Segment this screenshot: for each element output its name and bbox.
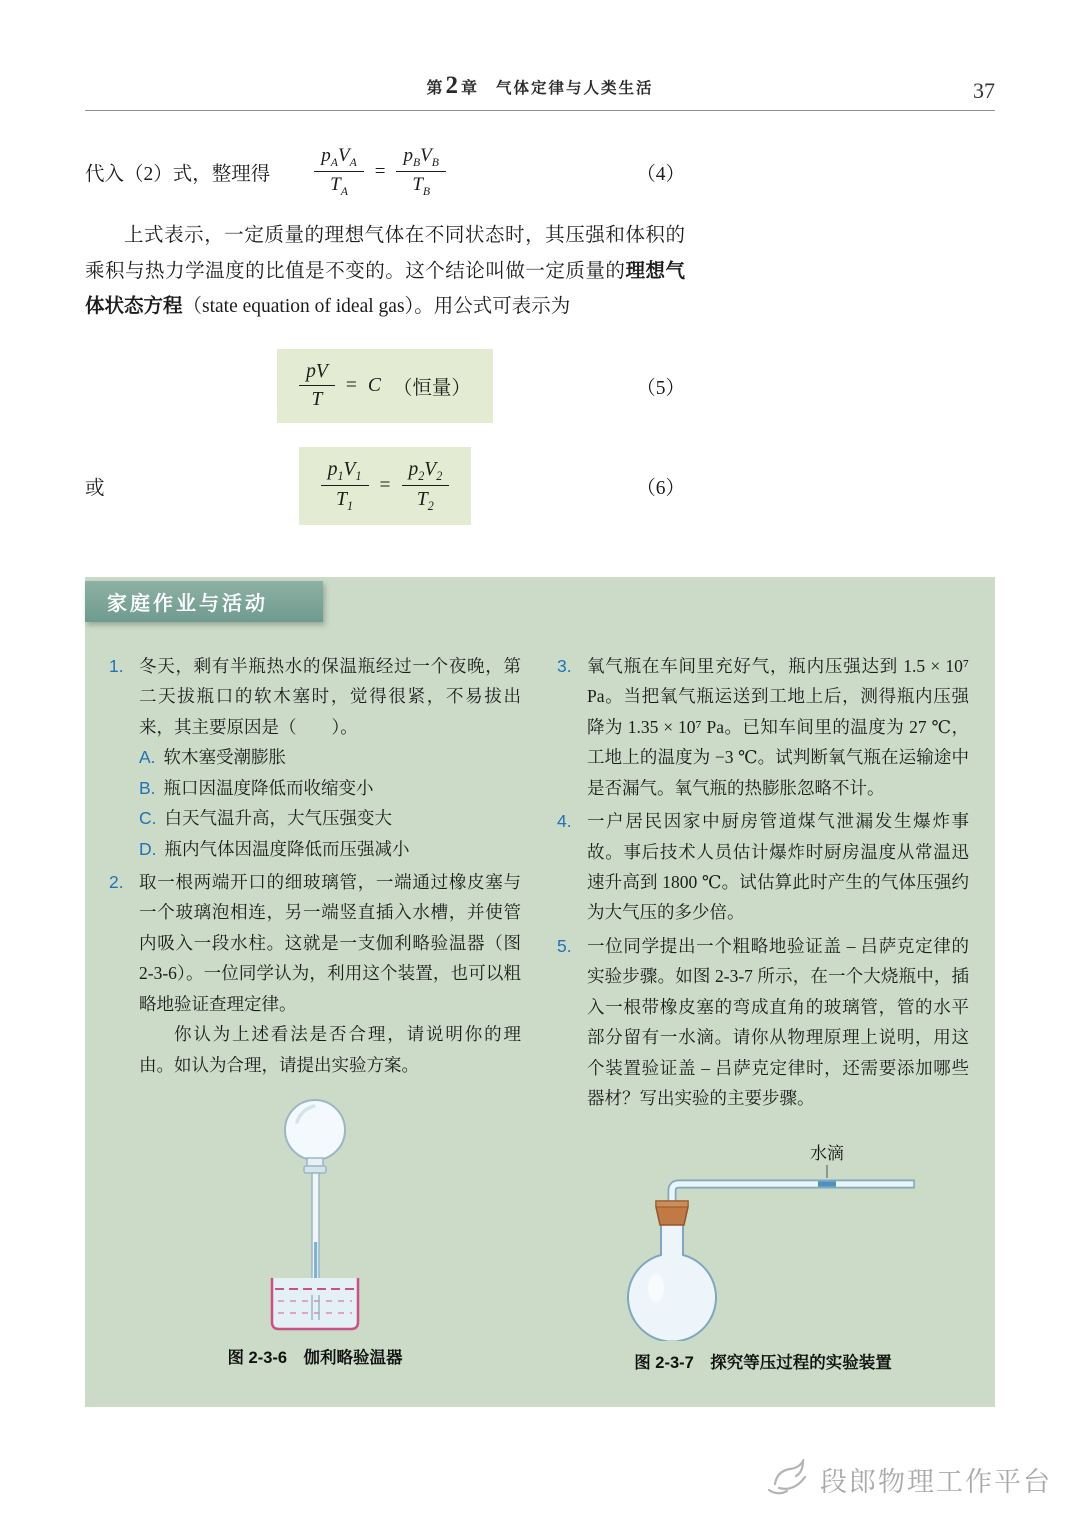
option-c: C. 白天气温升高，大气压强变大 — [139, 808, 392, 829]
figure-caption: 图 2-3-7 探究等压过程的实验装置 — [634, 1354, 892, 1373]
question-4 — [557, 806, 969, 928]
question-number: 3. — [557, 655, 572, 676]
page-number: 37 — [973, 78, 995, 103]
fraction: $\frac{pV}{T}$ — [299, 358, 335, 414]
fraction-right: $\frac{p_2V_2}{T_2}$ — [402, 456, 450, 516]
figure-caption: 图 2-3-6 伽利略验温器 — [227, 1349, 403, 1368]
left-column — [109, 651, 521, 1374]
watermark — [764, 1459, 1052, 1499]
homework-panel — [85, 577, 995, 1407]
chapter-number: 2 — [445, 72, 459, 99]
question-text-2: 你认为上述看法是否合理，请说明你的理由。如认为合理，请提出实验方案。 — [139, 1024, 521, 1075]
question-1 — [109, 651, 521, 864]
water-drop-label: 水滴 — [810, 1144, 844, 1164]
equation-4-lead: 代入（2）式，整理得 — [85, 163, 271, 185]
question-number: 2. — [109, 871, 124, 892]
intro-paragraph: 上式表示，一定质量的理想气体在不同状态时，其压强和体积的乘积与热力学温度的比值是不变的。这个结论叫做一定质量的理想气体状态方程（state equation of ideal gas）。用公式可表示为 — [85, 225, 685, 318]
water-container — [272, 1278, 358, 1329]
option-a: A. 软木塞受潮膨胀 — [139, 747, 287, 768]
question-body — [587, 931, 969, 1114]
intro-section — [85, 143, 685, 525]
homework-columns — [85, 577, 995, 1384]
option-d: D. 瓶内气体因温度降低而压强减小 — [139, 838, 410, 859]
equation-4: $\frac{p_AV_A}{T_A}$ = $\frac{p_BV_B}{T_B}$ — [314, 143, 446, 200]
question-text: 冬天，剩有半瓶热水的保温瓶经过一个夜晚，第二天拔瓶口的软木塞时，觉得很紧，不易拔出来，其主要原因是（ ）。 — [139, 655, 521, 737]
glass-bulb — [285, 1100, 345, 1160]
page-header — [85, 0, 995, 111]
fraction-right: $\frac{p_BV_B}{T_B}$ — [396, 143, 445, 200]
flask — [628, 1223, 716, 1341]
option-b: B. 瓶口因温度降低而收缩变小 — [139, 777, 374, 798]
question-text: 一位同学提出一个粗略地验证盖 – 吕萨克定律的实验步骤。如图 2-3-7 所示，在一个大烧瓶中，插入一根带橡皮塞的弯成直角的玻璃管，管的水平部分留有一水滴。请你从物理原理上说明，用这个装置验证盖 – 吕萨克定律时，还需要添加哪些器材？写出实验的主要步骤。 — [587, 935, 969, 1109]
equation-6: $\frac{p_1V_1}{T_1}$ = $\frac{p_2V_2}{T_2}$ — [299, 447, 472, 525]
platform-logo-icon — [764, 1459, 810, 1499]
question-5 — [557, 931, 969, 1114]
question-number: 1. — [109, 655, 124, 676]
watermark-text: 段郎物理工作平台 — [820, 1466, 1052, 1497]
right-column — [557, 651, 969, 1374]
figure-2-3-7 — [557, 1143, 969, 1373]
question-2 — [109, 867, 521, 1080]
question-body — [139, 867, 521, 1080]
question-body — [139, 651, 521, 864]
equation-4-row — [85, 143, 685, 200]
question-body — [587, 651, 969, 803]
equation-5-label: （5） — [636, 377, 685, 399]
chapter-title: 气体定律与人类生活 — [496, 80, 654, 97]
equation-6-row — [85, 447, 685, 525]
question-3 — [557, 651, 969, 803]
fraction-left: $\frac{p_AV_A}{T_A}$ — [314, 143, 363, 200]
fraction-left: $\frac{p_1V_1}{T_1}$ — [321, 456, 369, 516]
question-number: 5. — [557, 935, 572, 956]
equation-6-label: （6） — [636, 477, 685, 499]
question-text: 氧气瓶在车间里充好气，瓶内压强达到 1.5 × 10⁷ Pa。当把氧气瓶运送到工地上后，测得瓶内压强降为 1.35 × 10⁷ Pa。已知车间里的温度为 27 ℃，工地上的温度为 −3 ℃。试判断氧气瓶在运输途中是否漏气。氧气瓶的热膨胀忽略不计。 — [587, 655, 969, 798]
isobaric-apparatus-figure — [568, 1143, 958, 1341]
chapter-label: 第2 章 — [426, 72, 478, 99]
bold-term: 理想气体状态方程 — [85, 259, 685, 318]
equation-4-label: （4） — [636, 163, 685, 185]
homework-section-title: 家庭作业与活动 — [85, 581, 323, 622]
bent-glass-tube — [672, 1184, 914, 1217]
galileo-thermometer-figure — [215, 1092, 415, 1336]
equation-5: $\frac{pV}{T}$ = C （恒量） — [277, 349, 493, 423]
question-text: 一户居民因家中厨房管道煤气泄漏发生爆炸事故。事后技术人员估计爆炸时厨房温度从常温迅速升高到 1800 ℃。试估算此时产生的气体压强约为大气压的多少倍。 — [587, 811, 969, 923]
figure-2-3-6 — [109, 1092, 521, 1368]
question-text: 取一根两端开口的细玻璃管，一端通过橡皮塞与一个玻璃泡相连，另一端竖直插入水槽，并使管内吸入一段水柱。这就是一支伽利略验温器（图 2-3-6）。一位同学认为，利用这个装置，也可以粗略地验证查理定律。 — [139, 871, 521, 1014]
question-body — [587, 806, 969, 928]
question-number: 4. — [557, 811, 572, 832]
or-label: 或 — [85, 477, 105, 499]
constant-note: （恒量） — [392, 377, 471, 399]
equation-5-row — [85, 347, 685, 425]
